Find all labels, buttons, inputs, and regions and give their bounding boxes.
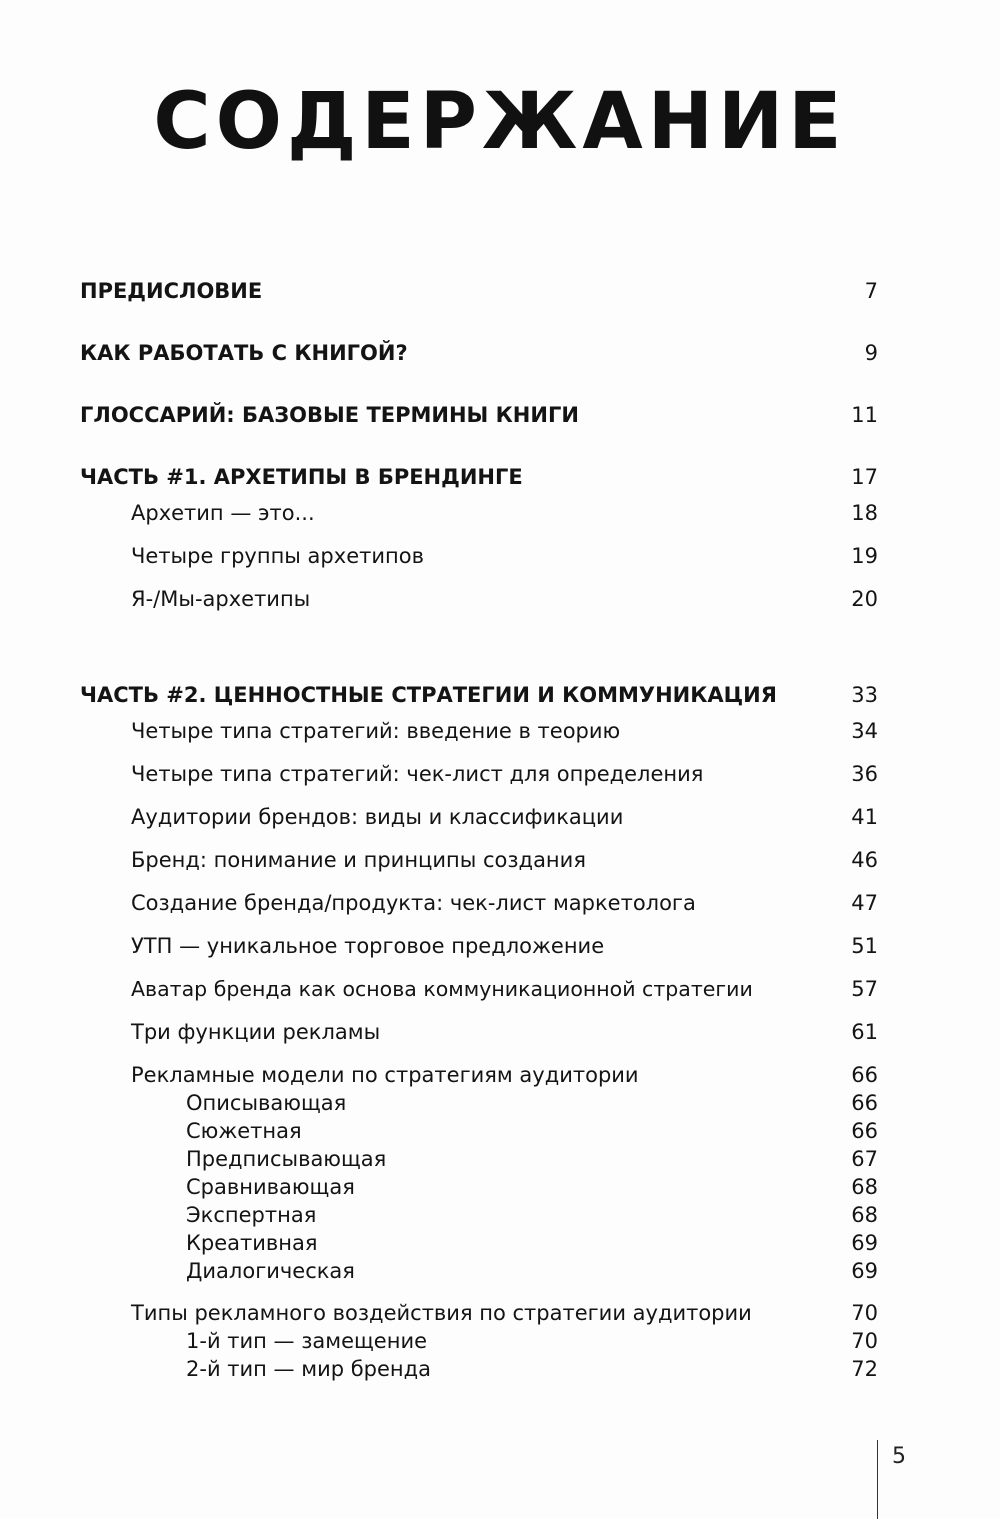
toc-entry-label: Четыре типа стратегий: введение в теорию [131, 719, 621, 743]
page-number: 5 [892, 1444, 906, 1469]
toc-entry[interactable] [0, 715, 1000, 747]
toc-entry-page: 47 [851, 891, 878, 915]
toc-entry-label: Аватар бренда как основа коммуникационной стратегии [131, 977, 753, 1001]
toc-entry-page: 20 [851, 587, 878, 611]
page-title: СОДЕРЖАНИЕ [153, 77, 847, 167]
toc-entry[interactable] [0, 1016, 1000, 1048]
toc-entry-label: ЧАСТЬ #1. АРХЕТИПЫ В БРЕНДИНГЕ [80, 465, 523, 489]
toc-entry-label: Описывающая [186, 1091, 347, 1115]
toc-entry-label: Архетип — это... [131, 501, 315, 525]
toc-entry-page: 19 [851, 544, 878, 568]
toc-entry-page: 33 [851, 683, 878, 707]
toc-entry-glossary[interactable] [0, 399, 1000, 431]
page-number-divider [877, 1440, 878, 1519]
toc-entry-label: Предписывающая [186, 1147, 387, 1171]
toc-entry-page: 69 [851, 1259, 878, 1283]
toc-entry-preface[interactable] [0, 275, 1000, 307]
toc-entry[interactable] [0, 497, 1000, 529]
toc-entry-label: Типы рекламного воздействия по стратегии аудитории [131, 1301, 752, 1325]
toc-entry-label: Экспертная [186, 1203, 317, 1227]
toc-entry-page: 36 [851, 762, 878, 786]
toc-entry[interactable] [0, 1255, 1000, 1287]
toc-entry-page: 9 [864, 341, 878, 365]
toc-entry[interactable] [0, 801, 1000, 833]
toc-entry[interactable] [0, 973, 1000, 1005]
toc-entry-page: 66 [851, 1091, 878, 1115]
toc-entry-label: 2-й тип — мир бренда [186, 1357, 432, 1381]
toc-entry-page: 68 [851, 1203, 878, 1227]
toc-entry-label: Три функции рекламы [131, 1020, 381, 1044]
toc-entry-page: 7 [864, 279, 878, 303]
toc-entry-label: Диалогическая [186, 1259, 355, 1283]
toc-entry-label: Аудитории брендов: виды и классификации [131, 805, 624, 829]
toc-entry-label: Рекламные модели по стратегиям аудитории [131, 1063, 639, 1087]
toc-entry[interactable] [0, 887, 1000, 919]
toc-entry-label: Создание бренда/продукта: чек-лист маркетолога [131, 891, 696, 915]
toc-entry-label: Четыре группы архетипов [131, 544, 424, 568]
toc-entry[interactable] [0, 540, 1000, 572]
toc-entry-label: Сюжетная [186, 1119, 302, 1143]
toc-entry-part-1[interactable] [0, 461, 1000, 493]
toc-entry-label: ЧАСТЬ #2. ЦЕННОСТНЫЕ СТРАТЕГИИ И КОММУНИКАЦИЯ [80, 683, 777, 707]
toc-entry-label: УТП — уникальное торговое предложение [131, 934, 605, 958]
toc-entry-page: 70 [851, 1329, 878, 1353]
toc-entry-label: КАК РАБОТАТЬ С КНИГОЙ? [80, 341, 408, 365]
toc-entry-label: ГЛОССАРИЙ: БАЗОВЫЕ ТЕРМИНЫ КНИГИ [80, 403, 579, 427]
toc-entry-page: 46 [851, 848, 878, 872]
toc-entry-page: 70 [851, 1301, 878, 1325]
toc-entry[interactable] [0, 583, 1000, 615]
toc-entry[interactable] [0, 844, 1000, 876]
toc-entry-label: Бренд: понимание и принципы создания [131, 848, 586, 872]
toc-entry-label: Четыре типа стратегий: чек-лист для определения [131, 762, 704, 786]
toc-entry-part-2[interactable] [0, 679, 1000, 711]
toc-entry-page: 72 [851, 1357, 878, 1381]
toc-entry-page: 41 [851, 805, 878, 829]
toc-entry-page: 66 [851, 1119, 878, 1143]
toc-entry-label: Сравнивающая [186, 1175, 355, 1199]
toc-entry-how-to-use[interactable] [0, 337, 1000, 369]
toc-entry-page: 17 [851, 465, 878, 489]
toc-entry-page: 61 [851, 1020, 878, 1044]
toc-entry-label: 1-й тип — замещение [186, 1329, 428, 1353]
toc-entry-label: ПРЕДИСЛОВИЕ [80, 279, 263, 303]
toc-entry-page: 67 [851, 1147, 878, 1171]
toc-entry-page: 34 [851, 719, 878, 743]
toc-entry-page: 57 [851, 977, 878, 1001]
toc-entry-page: 69 [851, 1231, 878, 1255]
toc-entry-page: 66 [851, 1063, 878, 1087]
toc-entry-page: 18 [851, 501, 878, 525]
toc-entry[interactable] [0, 1353, 1000, 1385]
toc-entry[interactable] [0, 758, 1000, 790]
toc-entry-label: Я-/Мы-архетипы [131, 587, 311, 611]
toc-entry-label: Креативная [186, 1231, 318, 1255]
toc-entry-page: 51 [851, 934, 878, 958]
toc-entry-page: 11 [851, 403, 878, 427]
toc-entry-page: 68 [851, 1175, 878, 1199]
toc-entry[interactable] [0, 930, 1000, 962]
